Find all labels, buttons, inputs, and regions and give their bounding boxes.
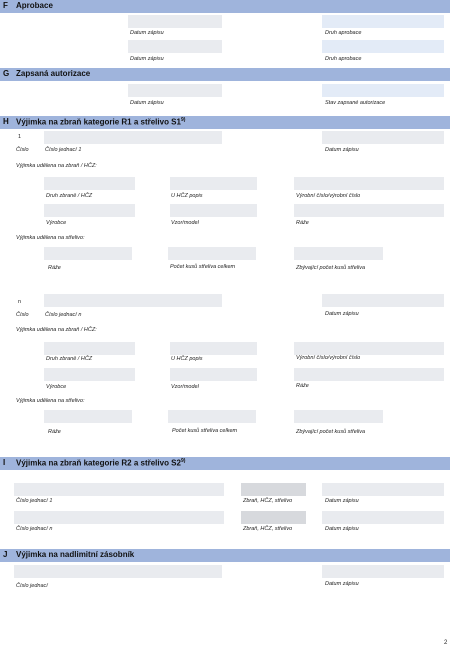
datum-zapisu-field[interactable]: [322, 294, 444, 307]
vyrobni-cislo-field[interactable]: [294, 342, 444, 355]
datum-zapisu-field[interactable]: [128, 40, 222, 53]
udelena-zbran-label: Výjimka udělena na zbraň / HČZ:: [16, 163, 97, 169]
udelena-strelivo-label: Výjimka udělena na střelivo:: [16, 235, 85, 241]
druh-zbrane-label: Druh zbraně / HČZ: [46, 356, 93, 362]
raze-field[interactable]: [44, 410, 132, 423]
druh-aprobace-field[interactable]: [322, 40, 444, 53]
raze-field[interactable]: [294, 204, 444, 217]
section-title-text: Výjimka na zbraň kategorie R1 a střelivo S1: [16, 117, 181, 127]
section-title: Výjimka na nadlimitní zásobník: [16, 550, 135, 559]
footnote-ref: 9): [180, 117, 186, 123]
vyrobni-cislo-label: Výrobní číslo/výrobní číslo: [296, 355, 361, 361]
cislo-jednaci-field[interactable]: [14, 483, 224, 496]
section-h-header: [0, 116, 450, 129]
zbyvajici-pocet-field[interactable]: [294, 247, 383, 260]
druh-zbrane-field[interactable]: [44, 177, 135, 190]
vyrobce-label: Výrobce: [46, 384, 67, 390]
vyrobce-field[interactable]: [44, 204, 135, 217]
zbyvajici-pocet-label: Zbývající počet kusů střeliva: [296, 429, 366, 435]
zbyvajici-pocet-field[interactable]: [294, 410, 383, 423]
druh-aprobace-field[interactable]: [322, 15, 444, 28]
vzor-model-field[interactable]: [170, 204, 257, 217]
cislo-jednaci-field[interactable]: [44, 131, 222, 144]
pocet-kusu-label: Počet kusů střeliva celkem: [170, 264, 236, 270]
vyrobni-cislo-label: Výrobní číslo/výrobní číslo: [296, 193, 361, 199]
datum-zapisu-label: Datum zápisu: [325, 311, 359, 317]
datum-zapisu-field[interactable]: [128, 15, 222, 28]
pocet-kusu-field[interactable]: [168, 410, 256, 423]
pocet-kusu-field[interactable]: [168, 247, 256, 260]
u-hcz-popis-field[interactable]: [170, 177, 257, 190]
u-hcz-popis-label: U HČZ popis: [171, 356, 203, 362]
datum-zapisu-label: Datum zápisu: [325, 581, 359, 587]
druh-zbrane-field[interactable]: [44, 342, 135, 355]
datum-zapisu-field[interactable]: [322, 565, 444, 578]
zbran-hcz-strelivo-label: Zbraň, HČZ, střelivo: [243, 526, 293, 532]
datum-zapisu-label: Datum zápisu: [130, 56, 164, 62]
cislo-label: Číslo: [16, 312, 29, 318]
cislo-jednaci-field[interactable]: [14, 565, 222, 578]
datum-zapisu-label: Datum zápisu: [325, 147, 359, 153]
cislo-jednaci-field[interactable]: [14, 511, 224, 524]
vyrobce-field[interactable]: [44, 368, 135, 381]
zbyvajici-pocet-label: Zbývající počet kusů střeliva: [296, 265, 366, 271]
section-title: [16, 117, 185, 127]
datum-zapisu-field[interactable]: [322, 483, 444, 496]
section-g-header: [0, 68, 450, 81]
druh-aprobace-label: Druh aprobace: [325, 56, 362, 62]
section-letter: J: [3, 550, 8, 559]
raze-field[interactable]: [294, 368, 444, 381]
zbran-hcz-strelivo-field[interactable]: [241, 483, 306, 496]
section-letter: H: [3, 117, 9, 126]
datum-zapisu-field[interactable]: [322, 131, 444, 144]
section-f-header: [0, 0, 450, 13]
cislo-jednaci-label: Číslo jednací: [16, 583, 48, 589]
u-hcz-popis-field[interactable]: [170, 342, 257, 355]
raze-label: Ráže: [296, 383, 309, 389]
page-number: 2: [444, 640, 448, 646]
druh-zbrane-label: Druh zbraně / HČZ: [46, 193, 93, 199]
section-i-header: [0, 457, 450, 470]
stav-autorizace-field[interactable]: [322, 84, 444, 97]
section-j-header: [0, 549, 450, 562]
cislo-jednaci-label: Číslo jednací 1: [45, 147, 82, 153]
vzor-model-field[interactable]: [170, 368, 257, 381]
footnote-ref: 9): [180, 458, 186, 464]
udelena-zbran-label: Výjimka udělena na zbraň / HČZ:: [16, 327, 97, 333]
section-title: Aprobace: [16, 1, 53, 10]
u-hcz-popis-label: U HČZ popis: [171, 193, 203, 199]
cislo-jednaci-label: Číslo jednací n: [16, 526, 53, 532]
druh-aprobace-label: Druh aprobace: [325, 30, 362, 36]
section-letter: F: [3, 1, 8, 10]
section-letter: I: [3, 458, 6, 467]
item-index: n: [18, 299, 22, 305]
vzor-model-label: Vzor/model: [171, 384, 199, 390]
section-title: Zapsaná autorizace: [16, 69, 91, 78]
section-title-text: Výjimka na zbraň kategorie R2 a střelivo S2: [16, 458, 181, 468]
item-index: 1: [18, 134, 22, 140]
zbran-hcz-strelivo-label: Zbraň, HČZ, střelivo: [243, 498, 293, 504]
vzor-model-label: Vzor/model: [171, 220, 199, 226]
pocet-kusu-label: Počet kusů střeliva celkem: [172, 428, 238, 434]
raze-label: Ráže: [48, 265, 61, 271]
raze-label: Ráže: [48, 429, 61, 435]
raze-field[interactable]: [44, 247, 132, 260]
zbran-hcz-strelivo-field[interactable]: [241, 511, 306, 524]
datum-zapisu-field[interactable]: [322, 511, 444, 524]
cislo-jednaci-label: Číslo jednací n: [45, 312, 82, 318]
udelena-strelivo-label: Výjimka udělena na střelivo:: [16, 398, 85, 404]
cislo-jednaci-label: Číslo jednací 1: [16, 498, 53, 504]
stav-autorizace-label: Stav zapsané autorizace: [325, 100, 386, 106]
cislo-jednaci-field[interactable]: [44, 294, 222, 307]
section-letter: G: [3, 69, 10, 78]
datum-zapisu-label: Datum zápisu: [325, 498, 359, 504]
vyrobni-cislo-field[interactable]: [294, 177, 444, 190]
datum-zapisu-label: Datum zápisu: [325, 526, 359, 532]
cislo-label: Číslo: [16, 147, 29, 153]
datum-zapisu-field[interactable]: [128, 84, 222, 97]
datum-zapisu-label: Datum zápisu: [130, 30, 164, 36]
vyrobce-label: Výrobce: [46, 220, 67, 226]
datum-zapisu-label: Datum zápisu: [130, 100, 164, 106]
raze-label: Ráže: [296, 220, 309, 226]
section-title: [16, 458, 185, 468]
